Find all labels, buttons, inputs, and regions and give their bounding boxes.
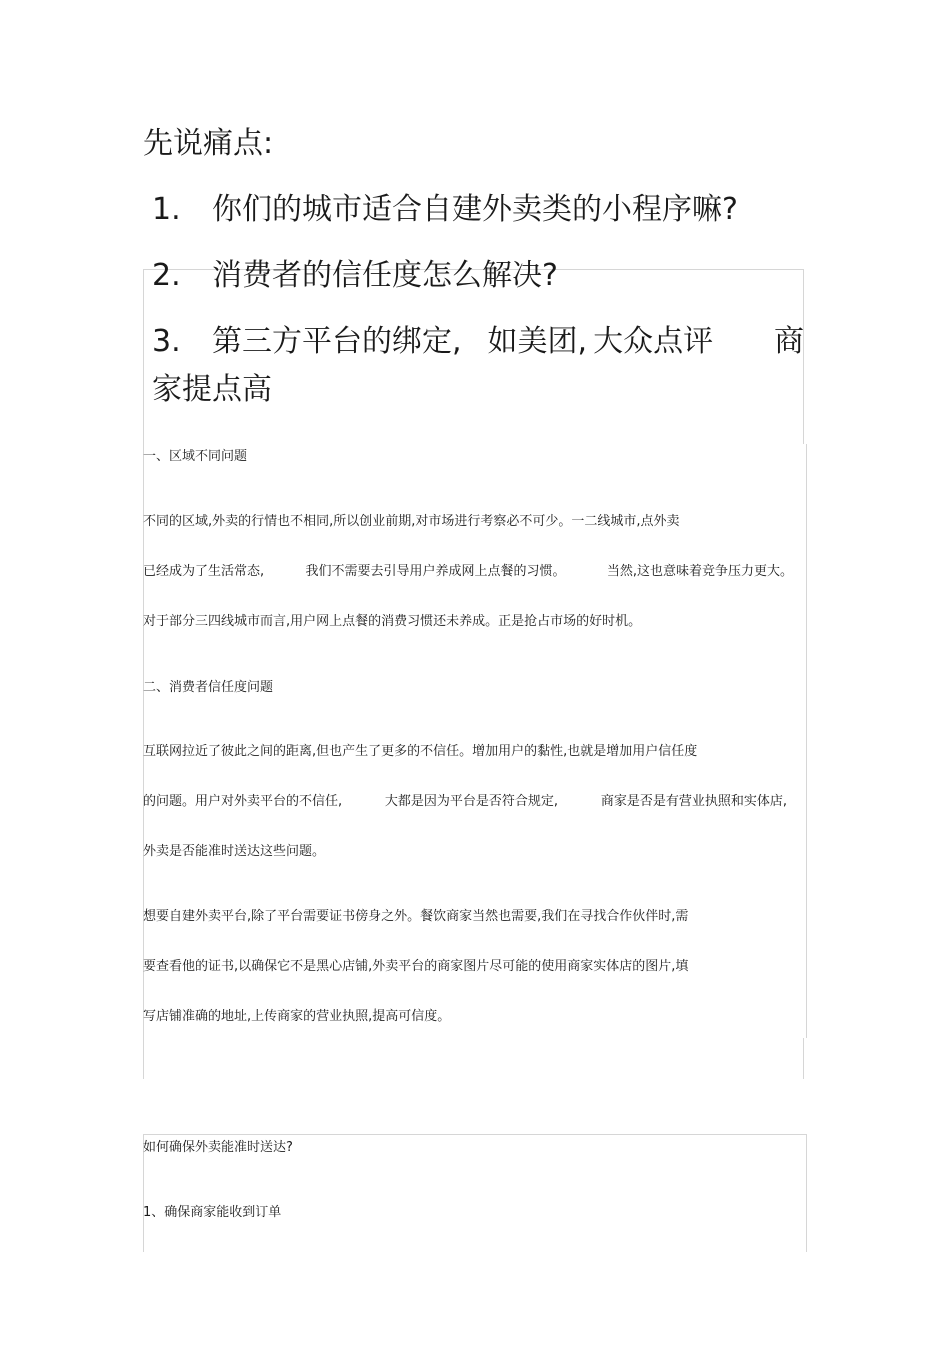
pain-point-3-continuation: 家提点高 xyxy=(152,372,272,407)
section3-heading: 如何确保外卖能准时送达? xyxy=(143,1140,293,1155)
section1-line-3: 对于部分三四线城市而言,用户网上点餐的消费习惯还未养成。正是抢占市场的好时机。 xyxy=(143,614,642,629)
frame-right-line-3 xyxy=(803,1038,804,1079)
pain-point-1-text: 你们的城市适合自建外卖类的小程序嘛? xyxy=(212,192,738,227)
section1-line-2-a: 已经成为了生活常态, xyxy=(143,564,265,579)
frame2-right-line xyxy=(806,1134,807,1252)
section3-item-1: 1、确保商家能收到订单 xyxy=(143,1205,282,1220)
section2-p1-line-3: 外卖是否能准时送达这些问题。 xyxy=(143,844,326,859)
section2-p2-line-2: 要查看他的证书,以确保它不是黑心店铺,外卖平台的商家图片尽可能的使用商家实体店的图片,填 xyxy=(143,959,689,974)
section1-line-2-c: 当然,这也意味着竞争压力更大。 xyxy=(606,564,793,579)
pain-point-3-number: 3. xyxy=(152,324,181,359)
section1-heading: 一、区域不同问题 xyxy=(143,449,248,464)
section2-p2-line-3: 写店铺准确的地址,上传商家的营业执照,提高可信度。 xyxy=(143,1009,451,1024)
section2-p1-line-1: 互联网拉近了彼此之间的距离,但也产生了更多的不信任。增加用户的黏性,也就是增加用户信任度 xyxy=(143,744,698,759)
pain-point-2-number: 2. xyxy=(152,258,181,293)
section2-p1-line-2-b: 大都是因为平台是否符合规定, xyxy=(384,794,559,809)
section1-line-2 xyxy=(143,562,793,582)
pain-point-1 xyxy=(152,192,738,228)
pain-point-3-text: 第三方平台的绑定, xyxy=(212,324,462,359)
section1-line-2-b: 我们不需要去引导用户养成网上点餐的习惯。 xyxy=(305,564,566,579)
pain-point-3-text-b: 如美团, xyxy=(487,324,588,359)
section1-line-1: 不同的区域,外卖的行情也不相同,所以创业前期,对市场进行考察必不可少。一二线城市,点外卖 xyxy=(143,514,680,529)
pain-point-2 xyxy=(152,258,558,294)
pain-point-2-text: 消费者的信任度怎么解决? xyxy=(212,258,558,293)
frame2-top-line xyxy=(143,1134,807,1135)
section2-heading: 二、消费者信任度问题 xyxy=(143,680,274,695)
pain-point-3-text-c: 大众点评 xyxy=(593,324,714,359)
section2-p2-line-1: 想要自建外卖平台,除了平台需要证书傍身之外。餐饮商家当然也需要,我们在寻找合作伙伴时,需 xyxy=(143,909,689,924)
section2-p1-line-2 xyxy=(143,792,787,812)
section2-p1-line-2-c: 商家是否是有营业执照和实体店, xyxy=(600,794,787,809)
page-title: 先说痛点: xyxy=(143,126,274,161)
pain-point-3 xyxy=(152,324,804,360)
section2-p1-line-2-a: 的问题。用户对外卖平台的不信任, xyxy=(143,794,343,809)
pain-point-1-number: 1. xyxy=(152,192,181,227)
pain-point-3-tail: 商 xyxy=(774,324,804,359)
frame-right-line-2 xyxy=(806,444,807,1038)
